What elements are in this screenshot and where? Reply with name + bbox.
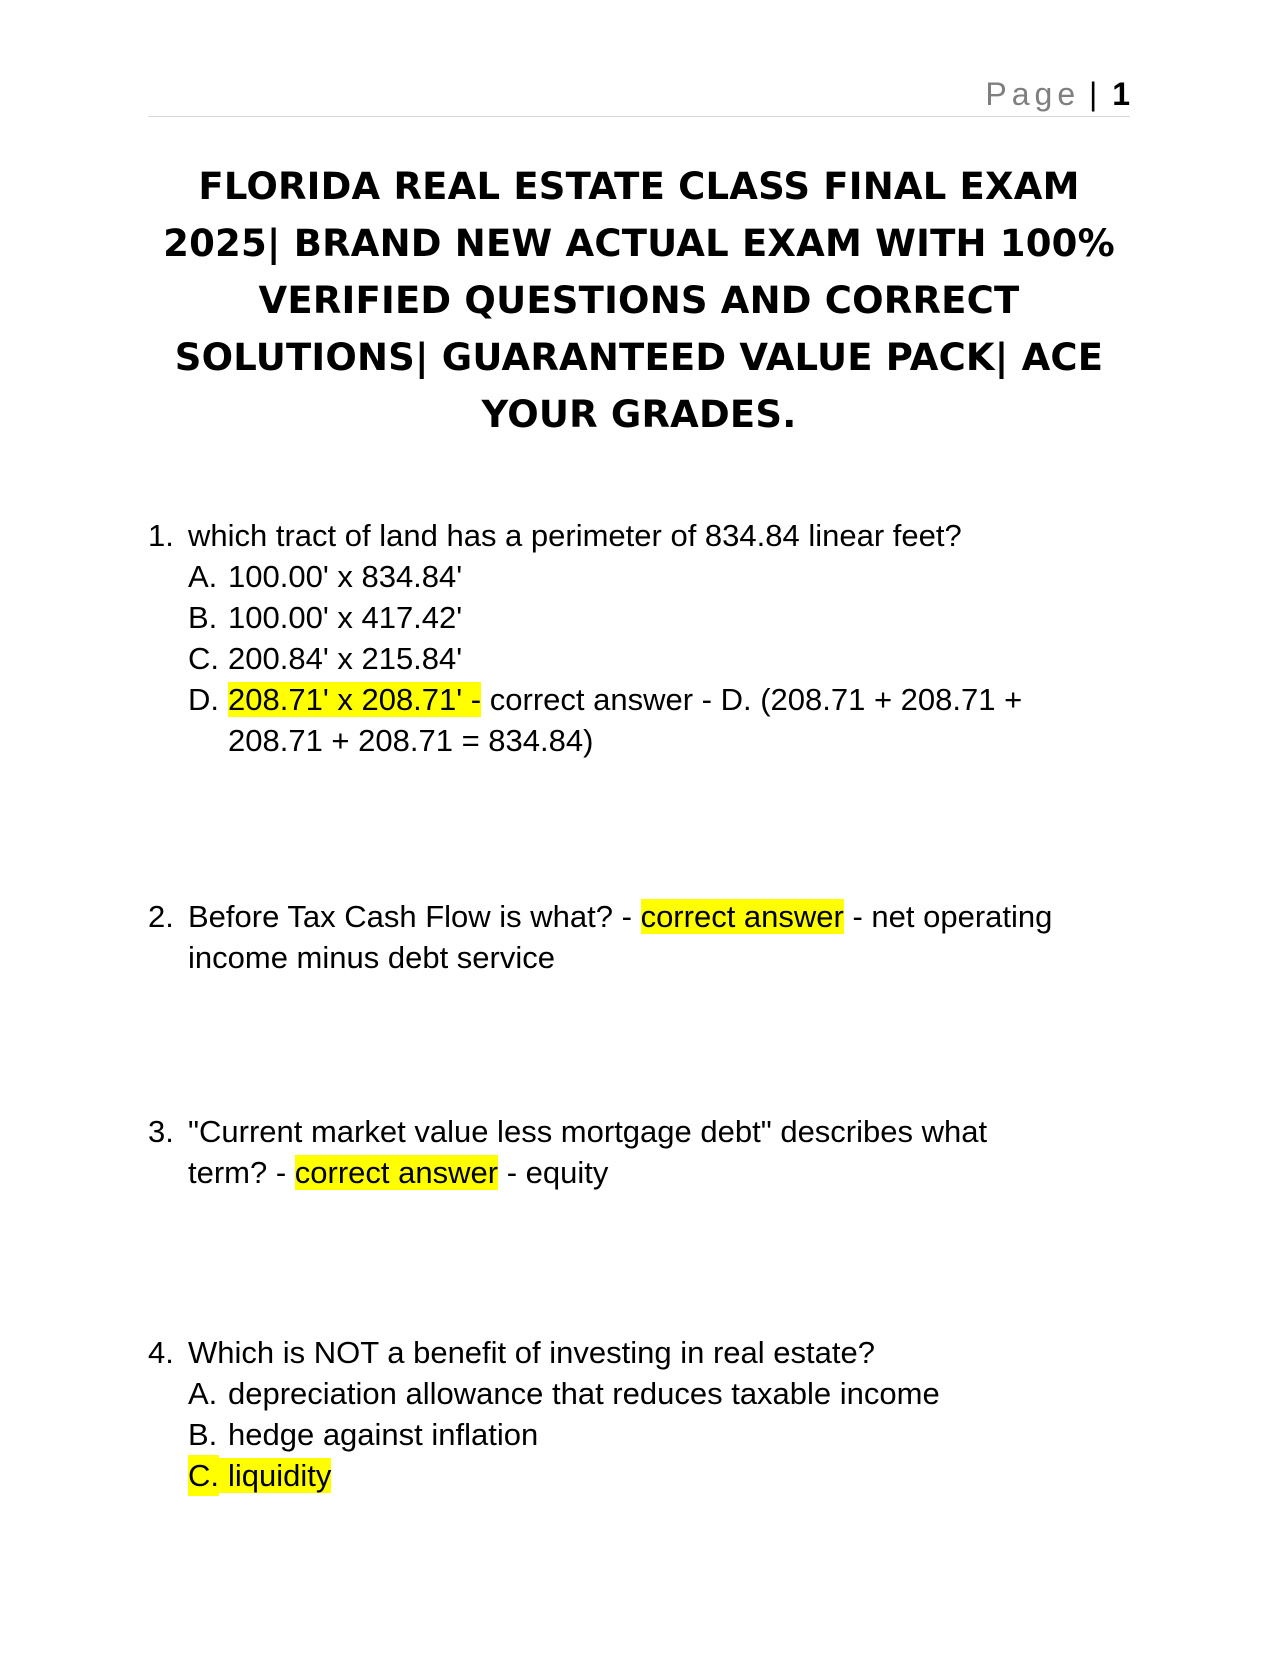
option-a [188,556,1138,597]
question-2 [148,896,1138,978]
question-body [188,896,1138,978]
question-body [188,1111,1138,1193]
option-c [188,638,1138,679]
page-header [148,70,1130,117]
highlighted-answer [188,1458,332,1493]
page-word: Page [985,76,1081,112]
answer-explanation-continued: 208.71 + 208.71 = 834.84) [228,723,594,758]
question-line [188,896,1138,937]
option-c-correct [188,1455,1138,1496]
title-line: SOLUTIONS| GUARANTEED VALUE PACK| ACE [174,336,1104,379]
title-line: FLORIDA REAL ESTATE CLASS FINAL EXAM [198,165,1080,208]
highlighted-label: correct answer [294,1155,499,1190]
option-text: 100.00' x 834.84' [228,559,463,594]
question-number: 1. [148,518,174,553]
option-text: liquidity [188,1458,331,1493]
page-indicator [985,76,1130,112]
option-letter: B. [188,600,218,635]
option-text: 100.00' x 417.42' [228,600,463,635]
answer-explanation: correct answer - D. (208.71 + 208.71 + [481,682,1023,717]
question-text: "Current market value less mortgage debt" describes what [188,1114,988,1149]
question-3 [148,1111,1138,1193]
option-d [188,679,1138,761]
title-line: 2025| BRAND NEW ACTUAL EXAM WITH 100% [163,222,1115,265]
question-text: which tract of land has a perimeter of 834.84 linear feet? [188,518,962,553]
answer-text: - equity [498,1155,609,1190]
page-separator: | [1089,76,1098,112]
option-letter: C. [188,1455,219,1496]
option-text: hedge against inflation [228,1417,539,1452]
option-letter: A. [188,1376,218,1411]
question-number: 3. [148,1114,174,1149]
question-number: 2. [148,899,174,934]
option-text: 200.84' x 215.84' [228,641,463,676]
option-text: depreciation allowance that reduces taxable income [228,1376,940,1411]
page-number: 1 [1112,76,1130,112]
question-text: Which is NOT a benefit of investing in real estate? [188,1335,875,1370]
document-title [148,158,1130,443]
highlighted-answer: 208.71' x 208.71' - [228,682,482,717]
option-a [188,1373,1138,1414]
question-body [188,1332,1138,1496]
highlighted-label: correct answer [640,899,844,934]
question-number: 4. [148,1335,174,1370]
question-body [188,515,1138,761]
option-letter: A. [188,559,218,594]
option-letter: B. [188,1417,218,1452]
question-line [188,1152,1138,1193]
option-b [188,597,1138,638]
question-text: Before Tax Cash Flow is what? - [188,899,641,934]
option-b [188,1414,1138,1455]
title-line: YOUR GRADES. [481,393,797,436]
title-line: VERIFIED QUESTIONS AND CORRECT [258,279,1020,322]
option-letter: C. [188,641,219,676]
option-letter: D. [188,682,219,717]
question-1 [148,515,1138,761]
answer-text: - net operating [843,899,1053,934]
question-text-continued: term? - [188,1155,295,1190]
answer-text-continued: income minus debt service [188,940,555,975]
question-4 [148,1332,1138,1496]
